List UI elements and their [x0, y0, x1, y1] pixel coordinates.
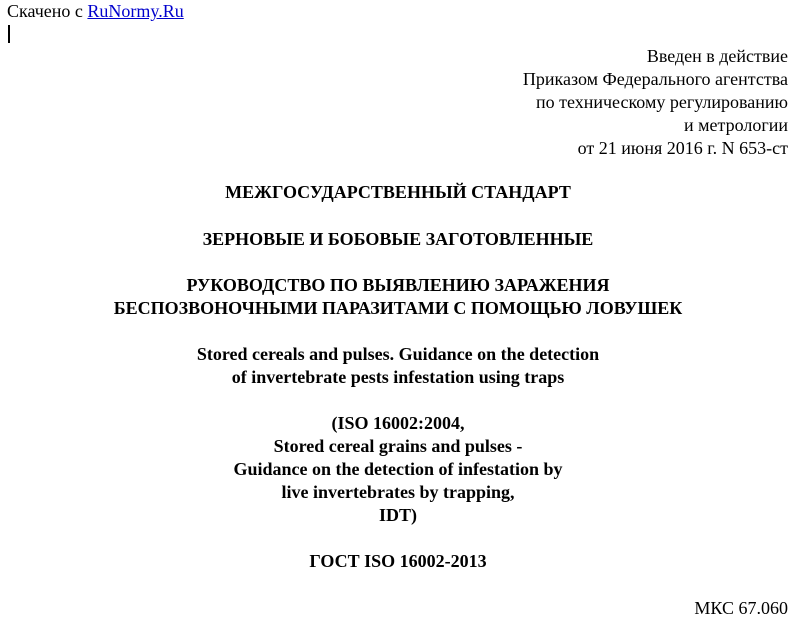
designation — [0, 550, 790, 573]
title-main-text: ЗЕРНОВЫЕ И БОБОВЫЕ ЗАГОТОВЛЕННЫЕ — [202, 229, 594, 249]
standard-type — [0, 181, 790, 204]
text-cursor — [8, 25, 10, 43]
iso-reference — [0, 412, 790, 527]
introduction-line: по техническому регулированию — [535, 92, 788, 112]
introduction-line: Введен в действие — [646, 46, 788, 66]
title-sub-line: РУКОВОДСТВО ПО ВЫЯВЛЕНИЮ ЗАРАЖЕНИЯ — [186, 275, 610, 295]
introduction-line: от 21 июня 2016 г. N 653-ст — [577, 138, 788, 158]
iso-reference-line: Guidance on the detection of infestation by — [233, 459, 563, 479]
introduction-block — [368, 45, 788, 160]
title-english-line: of invertebrate pests infestation using traps — [231, 367, 565, 387]
source-prefix: Скачено с — [7, 1, 88, 21]
iso-reference-line: live invertebrates by trapping, — [281, 482, 515, 502]
designation-text: ГОСТ ISO 16002-2013 — [309, 551, 487, 571]
iso-reference-line: (ISO 16002:2004, — [331, 413, 465, 433]
standard-type-text: МЕЖГОСУДАРСТВЕННЫЙ СТАНДАРТ — [225, 182, 571, 202]
title-sub — [0, 274, 790, 320]
iso-reference-line: Stored cereal grains and pulses - — [273, 436, 523, 456]
title-english-line: Stored cereals and pulses. Guidance on the detection — [196, 344, 600, 364]
source-link[interactable]: RuNormy.Ru — [87, 1, 184, 21]
title-main — [0, 228, 790, 251]
title-english — [0, 343, 790, 389]
introduction-line: Приказом Федерального агентства — [522, 69, 788, 89]
source-line — [7, 1, 184, 22]
mks-code: МКС 67.060 — [694, 598, 788, 618]
iso-reference-line: IDT) — [378, 505, 417, 525]
title-sub-line: БЕСПОЗВОНОЧНЫМИ ПАРАЗИТАМИ С ПОМОЩЬЮ ЛОВУШЕК — [113, 298, 683, 318]
introduction-line: и метрологии — [684, 115, 788, 135]
